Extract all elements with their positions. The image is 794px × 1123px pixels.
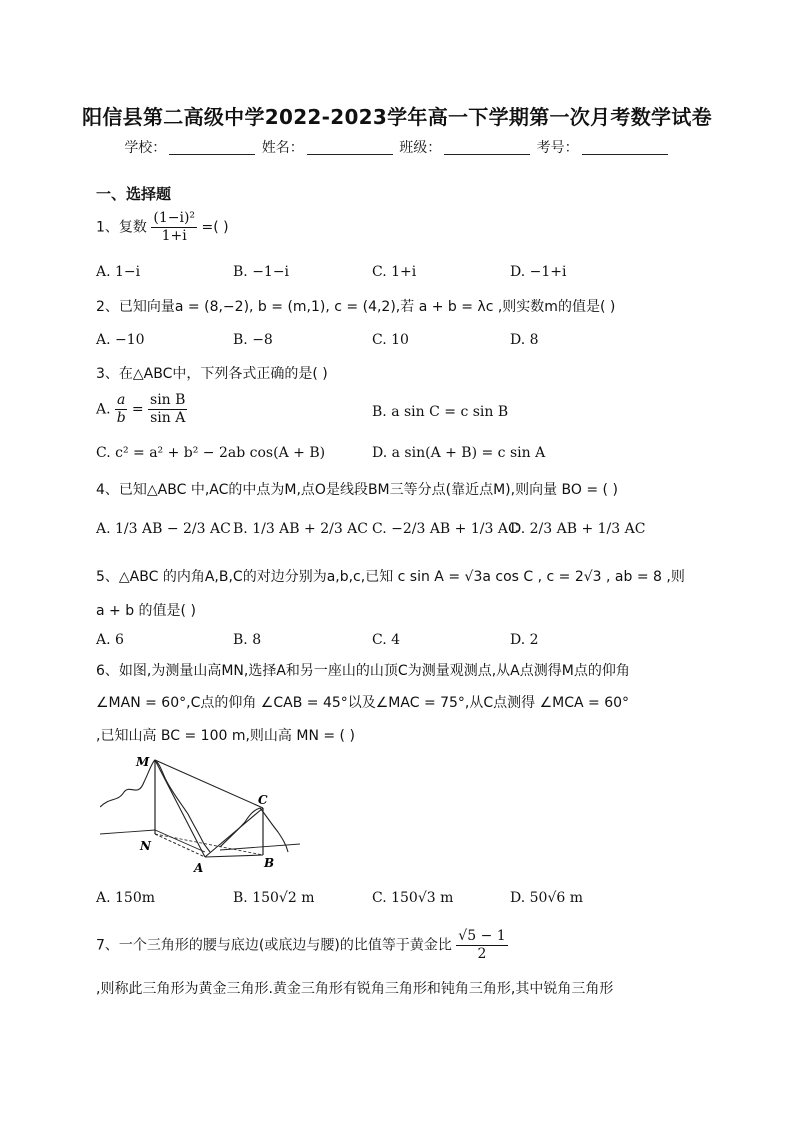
segment-na xyxy=(155,834,205,857)
student-info-row xyxy=(0,137,794,157)
q1-numerator: (1−i)² xyxy=(153,210,196,226)
q3-option-a[interactable]: A. $\frac{a}{b}$ = $\frac{\text{sin B}}{\text{sin A}}$ xyxy=(96,392,186,426)
question-7-line1 xyxy=(96,928,508,963)
exam-number-blank[interactable] xyxy=(582,140,668,155)
question-6-line3: ,已知山高 BC = 100 m,则山高 MN = ( ) xyxy=(96,728,355,744)
label-n: N xyxy=(140,839,151,853)
q3-a-num2: sin B xyxy=(150,392,186,408)
q1-fraction xyxy=(151,210,197,245)
q3-a-den2: sin A xyxy=(150,410,186,426)
q3-a-den1: b xyxy=(116,410,126,426)
q3-option-c[interactable]: C. c² = a² + b² − 2ab cos(A + B) xyxy=(96,445,326,461)
question-3: 3、在△ABC中，下列各式正确的是( ) xyxy=(96,366,328,382)
q2-option-c[interactable]: C. 10 xyxy=(372,332,409,348)
segment-ma xyxy=(155,760,205,857)
question-5-line1: 5、△ABC 的内角A,B,C的对边分别为a,b,c,已知 c sin A = √3a cos C , c = 2√3 , ab = 8 ,则 xyxy=(96,569,685,585)
q1-option-d[interactable]: D. −1+i xyxy=(510,264,567,280)
q1-prefix: 1、复数 xyxy=(96,219,147,236)
school-label: 学校： xyxy=(124,140,167,156)
q1-option-c[interactable]: C. 1+i xyxy=(372,264,417,280)
q7-frac-num: √5 − 1 xyxy=(458,928,506,944)
class-blank[interactable] xyxy=(444,140,530,155)
q3-a-label: A. xyxy=(96,401,111,418)
segment-nb xyxy=(155,834,263,855)
question-6-line2: ∠MAN = 60°,C点的仰角 ∠CAB = 45°以及∠MAC = 75°,从C点测得 ∠MCA = 60° xyxy=(96,695,630,711)
q6-option-c[interactable]: C. 150√3 m xyxy=(372,890,454,906)
class-label: 班级： xyxy=(399,140,442,156)
q4-option-a[interactable]: A. 1/3 AB − 2/3 AC xyxy=(96,521,231,537)
question-7-line2: ,则称此三角形为黄金三角形.黄金三角形有锐角三角形和钝角三角形,其中锐角三角形 xyxy=(96,981,614,997)
q6-option-b[interactable]: B. 150√2 m xyxy=(233,890,315,906)
q3-option-b[interactable]: B. a sin C = c sin B xyxy=(372,404,509,420)
ground-line xyxy=(100,830,300,852)
label-a: A xyxy=(194,861,204,875)
q3-a-frac1 xyxy=(115,392,127,427)
q1-option-a[interactable]: A. 1−i xyxy=(96,264,141,280)
q3-a-frac2 xyxy=(148,392,187,427)
q6-option-d[interactable]: D. 50√6 m xyxy=(510,890,583,906)
q2-option-b[interactable]: B. −8 xyxy=(233,332,273,348)
segment-ab xyxy=(205,855,263,857)
q6-option-a[interactable]: A. 150m xyxy=(96,890,156,906)
label-c: C xyxy=(258,793,268,807)
q7-frac-den: 2 xyxy=(477,946,487,962)
q3-a-num1: a xyxy=(117,392,126,408)
q1-option-b[interactable]: B. −1−i xyxy=(233,264,290,280)
q7-golden-ratio xyxy=(456,928,507,963)
school-blank[interactable] xyxy=(169,140,255,155)
q2-option-a[interactable]: A. −10 xyxy=(96,332,145,348)
q5-option-c[interactable]: C. 4 xyxy=(372,632,401,648)
q1-suffix: =( ) xyxy=(201,219,229,236)
q4-option-d[interactable]: D. 2/3 AB + 1/3 AC xyxy=(510,521,646,537)
q7-text: 7、一个三角形的腰与底边(或底边与腰)的比值等于黄金比 xyxy=(96,937,452,954)
section-heading: 一、选择题 xyxy=(96,185,172,203)
q4-option-b[interactable]: B. 1/3 AB + 2/3 AC xyxy=(233,521,369,537)
segment-mc xyxy=(155,760,263,808)
name-label: 姓名： xyxy=(261,140,304,156)
name-blank[interactable] xyxy=(307,140,393,155)
mountain-figure xyxy=(100,752,300,877)
q3-option-d[interactable]: D. a sin(A + B) = c sin A xyxy=(372,445,546,461)
q3-options-row1 xyxy=(96,392,716,432)
question-5-line2: a + b 的值是( ) xyxy=(96,603,196,619)
question-1 xyxy=(96,210,229,245)
question-2: 2、已知向量a = (8,−2), b = (m,1), c = (4,2),若 a + b = λc ,则实数m的值是( ) xyxy=(96,299,616,315)
question-4: 4、已知△ABC 中,AC的中点为M,点O是线段BM三等分点(靠近点M),则向量 BO = ( ) xyxy=(96,482,618,498)
q4-option-c[interactable]: C. −2/3 AB + 1/3 AC xyxy=(372,521,519,537)
q5-option-b[interactable]: B. 8 xyxy=(233,632,262,648)
exam-number-label: 考号： xyxy=(536,140,579,156)
question-6-line1: 6、如图,为测量山高MN,选择A和另一座山的山顶C为测量观测点,从A点测得M点的仰角 xyxy=(96,663,630,679)
label-m: M xyxy=(136,755,150,769)
q2-option-d[interactable]: D. 8 xyxy=(510,332,539,348)
q5-option-a[interactable]: A. 6 xyxy=(96,632,124,648)
label-b: B xyxy=(264,856,275,870)
page-title: 阳信县第二高级中学2022-2023学年高一下学期第一次月考数学试卷 xyxy=(82,105,712,129)
q5-option-d[interactable]: D. 2 xyxy=(510,632,539,648)
q1-denominator: 1+i xyxy=(161,228,187,244)
